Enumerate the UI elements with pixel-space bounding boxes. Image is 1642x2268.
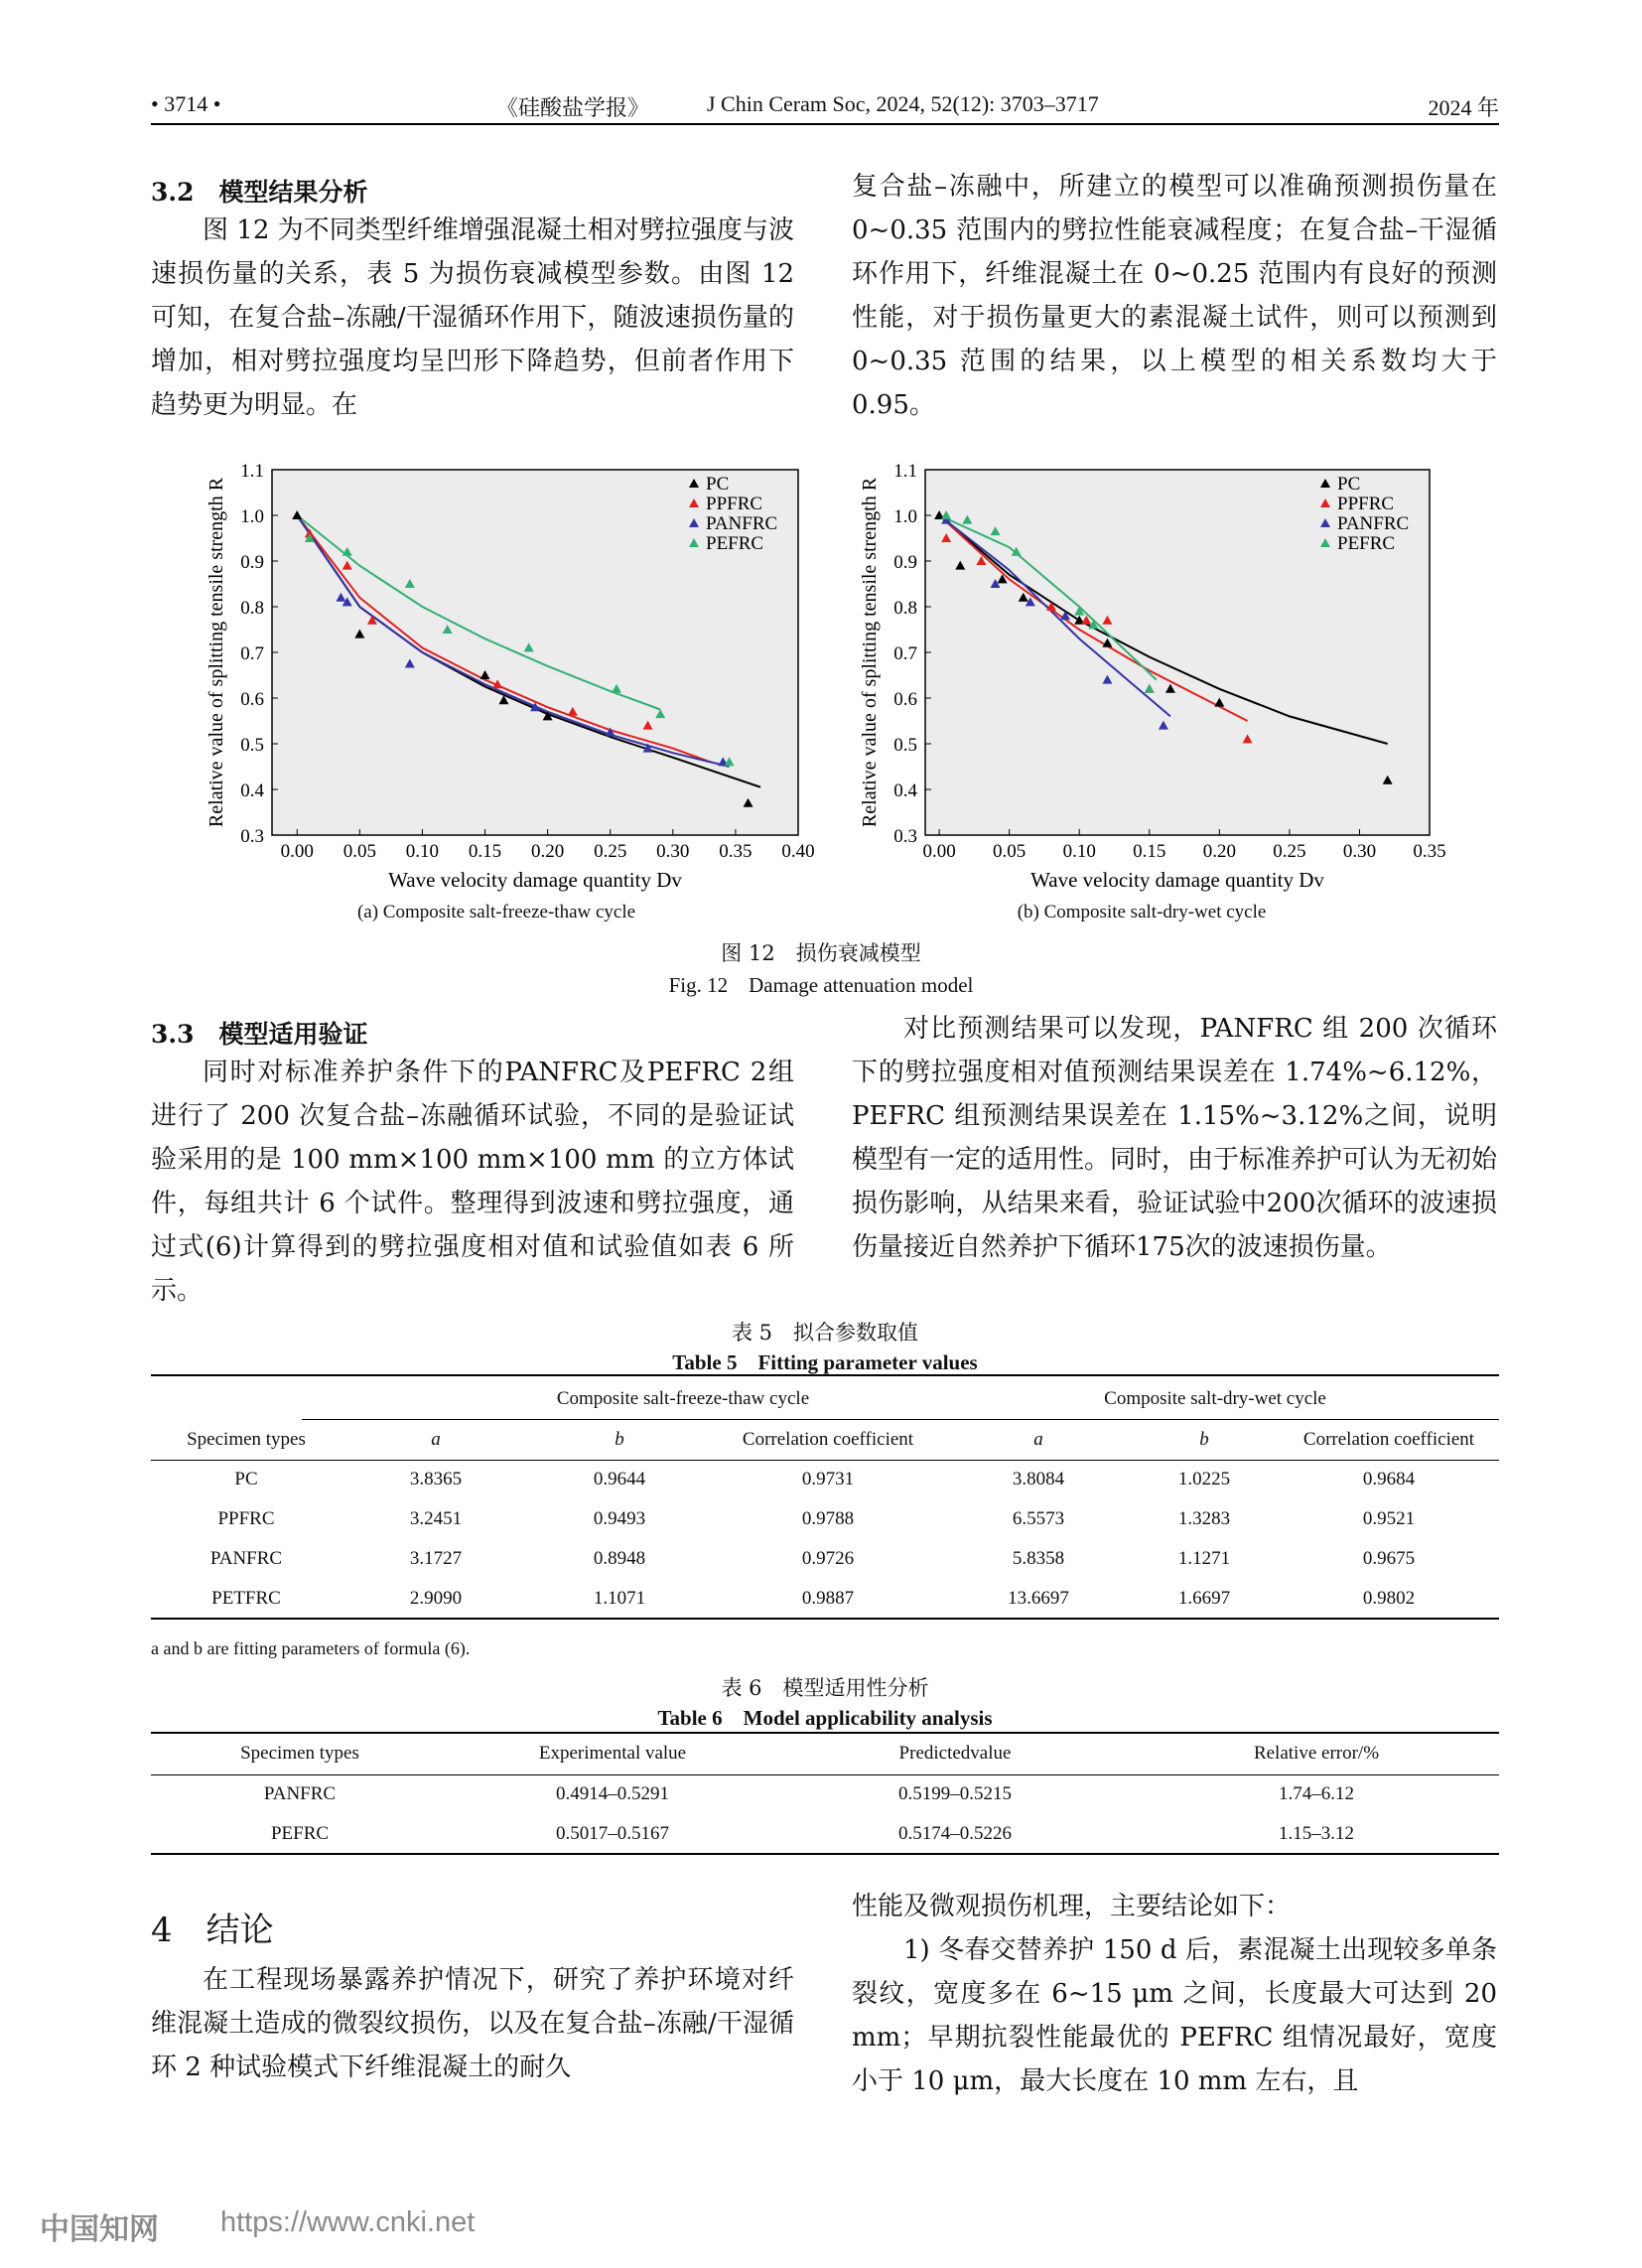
- section-3-2-paragraph-right: 复合盐–冻融中，所建立的模型可以准确预测损伤量在 0~0.35 范围内的劈拉性能衰减程度；在复合盐–干湿循环作用下，纤维混凝土在 0~0.25 范围内有良好的预测性能，对于损伤量更大的素混凝土试件，则可以预测到 0~0.35 范围的结果，以上模型的相关系数均大于 0.95。: [852, 172, 1497, 420]
- legend-label-pc: PC: [1337, 474, 1361, 495]
- table-cell: 3.1727: [409, 1548, 463, 1569]
- cnki-url[interactable]: https://www.cnki.net: [220, 2206, 476, 2238]
- table-cell: 0.9788: [801, 1508, 855, 1529]
- y-tick-label: 0.3: [240, 826, 264, 847]
- legend-label-panfrc: PANFRC: [1337, 513, 1410, 534]
- table-cell: 1.1071: [593, 1587, 646, 1609]
- y-tick-label: 0.6: [893, 689, 917, 710]
- table-6-header-experimental: Experimental value: [538, 1743, 687, 1765]
- table-cell: PETFRC: [211, 1587, 281, 1609]
- table-6-header-row: [151, 1733, 1499, 1774]
- section-3-2-right-text: [852, 165, 1497, 427]
- journal-name-cn: 《硅酸盐学报》: [496, 95, 650, 120]
- table-row: [151, 1774, 1499, 1814]
- table-cell: 0.9726: [801, 1548, 855, 1569]
- x-tick-label: 0.05: [993, 841, 1026, 862]
- table-cell: 5.8358: [1012, 1548, 1065, 1569]
- table-6-header-predicted: Predictedvalue: [898, 1743, 1012, 1765]
- y-tick-label: 0.4: [893, 780, 917, 801]
- table-5-header-b2: b: [1199, 1428, 1209, 1450]
- table-row: [151, 1499, 1499, 1539]
- x-tick-label: 0.00: [922, 841, 956, 862]
- y-tick-label: 0.3: [893, 826, 917, 847]
- x-tick-label: 0.35: [719, 841, 753, 862]
- table-6: [151, 1732, 1499, 1855]
- x-tick-label: 0.15: [1133, 841, 1166, 862]
- y-tick-label: 0.8: [893, 598, 917, 619]
- x-tick-label: 0.30: [656, 841, 690, 862]
- table-6-caption-cn: 表 6 模型适用性分析: [721, 1676, 929, 1700]
- page-number: • 3714 •: [151, 91, 221, 116]
- table-cell: 0.5199–0.5215: [898, 1783, 1012, 1805]
- figure-12b: [848, 452, 1446, 892]
- table-6-header-specimen: Specimen types: [240, 1743, 359, 1765]
- figure-12a: [195, 452, 815, 892]
- y-axis-label: Relative value of splitting tensile strength R: [205, 477, 227, 828]
- table-cell: 2.9090: [409, 1587, 463, 1609]
- table-6-grid: [151, 1732, 1499, 1855]
- figure-12a-caption: (a) Composite salt-freeze-thaw cycle: [356, 902, 636, 922]
- table-cell: 0.9684: [1362, 1469, 1416, 1490]
- y-tick-label: 0.6: [240, 689, 264, 710]
- table-5-header-corr1: Correlation coefficient: [742, 1428, 914, 1450]
- x-tick-label: 0.10: [1062, 841, 1096, 862]
- table-5-group-dry-wet-label: Composite salt-dry-wet cycle: [1104, 1388, 1326, 1409]
- legend-label-ppfrc: PPFRC: [1337, 494, 1395, 514]
- y-tick-label: 1.0: [240, 506, 264, 527]
- x-tick-label: 0.10: [405, 841, 440, 862]
- table-cell: 0.9675: [1362, 1548, 1416, 1569]
- table-row: [151, 1579, 1499, 1619]
- x-tick-label: 0.40: [781, 841, 815, 862]
- section-3-3-title: 3.3 模型适用验证: [151, 1020, 368, 1049]
- table-6-caption-en: Table 6 Model applicability analysis: [657, 1706, 993, 1730]
- y-axis-label: Relative value of splitting tensile strength R: [859, 477, 881, 828]
- section-3-2-title: 3.2 模型结果分析: [151, 178, 368, 207]
- y-tick-label: 0.7: [893, 643, 917, 664]
- table-5-header-corr2: Correlation coefficient: [1302, 1428, 1475, 1450]
- table-cell: PANFRC: [263, 1783, 337, 1805]
- x-tick-label: 0.15: [468, 841, 502, 862]
- table-cell: 1.3283: [1177, 1508, 1231, 1529]
- chart-dry-wet: [848, 452, 1446, 892]
- table-cell: 1.6697: [1177, 1587, 1231, 1609]
- x-tick-label: 0.25: [1273, 841, 1306, 862]
- table-6-header-error: Relative error/%: [1253, 1743, 1380, 1765]
- table-cell: 0.8948: [593, 1548, 646, 1569]
- table-row: [151, 1814, 1499, 1854]
- table-cell: 0.9887: [801, 1587, 855, 1609]
- table-cell: 13.6697: [1008, 1587, 1069, 1609]
- table-cell: 0.5174–0.5226: [898, 1822, 1012, 1844]
- table-5-grid: [151, 1420, 1499, 1620]
- table-cell: 1.74–6.12: [1279, 1783, 1354, 1805]
- table-cell: 0.4914–0.5291: [556, 1783, 669, 1805]
- legend-label-pefrc: PEFRC: [1337, 533, 1396, 554]
- x-tick-label: 0.05: [342, 841, 376, 862]
- table-cell: 0.9644: [593, 1469, 646, 1490]
- table-cell: 6.5573: [1012, 1508, 1065, 1529]
- cnki-logo: 中国知网: [40, 2213, 159, 2246]
- y-tick-label: 0.9: [240, 552, 264, 573]
- section-4-left-text: [151, 1958, 794, 2089]
- table-5-header-specimen: Specimen types: [187, 1428, 306, 1450]
- table-cell: 3.8365: [409, 1469, 463, 1490]
- y-tick-label: 0.4: [240, 780, 264, 801]
- table-5-header-a2: a: [1033, 1428, 1043, 1450]
- table-5-header-a1: a: [431, 1428, 441, 1450]
- section-4-title: 4 结论: [151, 1911, 274, 1950]
- table-5-group-rule-2: [931, 1419, 1499, 1420]
- table-row: [151, 1460, 1499, 1499]
- x-axis-label: Wave velocity damage quantity Dv: [1030, 868, 1324, 892]
- journal-citation: J Chin Ceram Soc, 2024, 52(12): 3703–3717: [707, 91, 1099, 116]
- section-3-2-paragraph-left: 图 12 为不同类型纤维增强混凝土相对劈拉强度与波速损伤量的关系，表 5 为损伤衰减模型参数。由图 12 可知，在复合盐–冻融/干湿循环作用下，随波速损伤量的增加，相对劈拉强度均呈凹形下降趋势，但前者作用下趋势更为明显。在: [151, 215, 794, 420]
- table-5-header-row: [151, 1420, 1499, 1460]
- table-5: [151, 1374, 1499, 1620]
- x-tick-label: 0.20: [1202, 841, 1236, 862]
- table-cell: 0.9493: [593, 1508, 646, 1529]
- table-cell: PPFRC: [217, 1508, 275, 1529]
- y-tick-label: 0.9: [893, 552, 917, 573]
- y-tick-label: 0.7: [240, 643, 264, 664]
- y-tick-label: 0.5: [893, 735, 917, 756]
- section-4-right-text: [852, 1885, 1497, 2103]
- chart-freeze-thaw: [195, 452, 815, 892]
- x-tick-label: 0.00: [280, 841, 314, 862]
- y-tick-label: 1.1: [893, 461, 917, 482]
- x-tick-label: 0.30: [1342, 841, 1377, 862]
- legend-label-ppfrc: PPFRC: [706, 494, 763, 514]
- x-tick-label: 0.25: [594, 841, 627, 862]
- table-cell: PC: [234, 1469, 258, 1490]
- table-cell: 0.9731: [801, 1469, 855, 1490]
- header-year: 2024 年: [1428, 95, 1499, 120]
- legend-label-panfrc: PANFRC: [706, 513, 778, 534]
- x-tick-label: 0.20: [530, 841, 565, 862]
- header-rule: [151, 123, 1499, 125]
- section-3-3-paragraph-left: 同时对标准养护条件下的PANFRC及PEFRC 2组进行了 200 次复合盐–冻融循环试验，不同的是验证试验采用的是 100 mm×100 mm×100 mm 的立方体试件，每组共计 6 个试件。整理得到波速和劈拉强度，通过式(6)计算得到的劈拉强度相对值和试验值如表 6 所示。: [151, 1058, 794, 1306]
- x-axis-label: Wave velocity damage quantity Dv: [388, 868, 682, 892]
- table-cell: PANFRC: [209, 1548, 283, 1569]
- table-cell: 0.9521: [1362, 1508, 1416, 1529]
- section-3-2-left-text: [151, 209, 794, 427]
- y-tick-label: 0.5: [240, 735, 264, 756]
- table-5-caption-en: Table 5 Fitting parameter values: [672, 1350, 978, 1374]
- x-tick-label: 0.35: [1413, 841, 1446, 862]
- table-cell: 3.8084: [1012, 1469, 1065, 1490]
- table-cell: 1.0225: [1177, 1469, 1231, 1490]
- table-5-caption-cn: 表 5 拟合参数取值: [731, 1321, 919, 1345]
- figure-12b-caption: (b) Composite salt-dry-wet cycle: [1017, 902, 1267, 922]
- section-3-3-paragraph-right: 对比预测结果可以发现，PANFRC 组 200 次循环下的劈拉强度相对值预测结果误差在 1.74%~6.12%，PEFRC 组预测结果误差在 1.15%~3.12%之间，说明模型有一定的适用性。同时，由于标准养护可认为无初始损伤影响，从结果来看，验证试验中200次循环的波速损伤量接近自然养护下循环175次的波速损伤量。: [852, 1014, 1498, 1262]
- legend-label-pc: PC: [706, 474, 730, 495]
- table-cell: 1.1271: [1177, 1548, 1231, 1569]
- table-cell: 0.5017–0.5167: [556, 1822, 669, 1844]
- table-5-header-b1: b: [615, 1428, 624, 1450]
- table-cell: 3.2451: [409, 1508, 463, 1529]
- y-tick-label: 1.0: [893, 506, 917, 527]
- table-cell: PEFRC: [270, 1822, 330, 1844]
- table-row: [151, 1539, 1499, 1579]
- table-5-note: a and b are fitting parameters of formula (6).: [151, 1638, 471, 1658]
- section-4-paragraph-right-2: 1) 冬春交替养护 150 d 后，素混凝土出现较多单条裂纹，宽度多在 6~15 μm 之间，长度最大可达到 20 mm；早期抗裂性能最优的 PEFRC 组情况最好，宽度小于 10 μm，最大长度在 10 mm 左右，且: [852, 1935, 1497, 2096]
- section-4-paragraph-right-1: 性能及微观损伤机理，主要结论如下：: [852, 1892, 1292, 1921]
- table-cell: 0.9802: [1362, 1587, 1416, 1609]
- table-cell: 1.15–3.12: [1279, 1822, 1354, 1844]
- figure-12-caption-en: Fig. 12 Damage attenuation model: [668, 973, 974, 997]
- y-tick-label: 1.1: [240, 461, 264, 482]
- figure-12-caption-cn: 图 12 损伤衰减模型: [721, 941, 921, 965]
- legend-label-pefrc: PEFRC: [706, 533, 764, 554]
- table-5-group-dry-wet: [931, 1388, 1499, 1410]
- section-4-paragraph-left: 在工程现场暴露养护情况下，研究了养护环境对纤维混凝土造成的微裂纹损伤，以及在复合盐–冻融/干湿循环 2 种试验模式下纤维混凝土的耐久: [151, 1965, 794, 2082]
- section-3-3-left-text: [151, 1051, 794, 1313]
- y-tick-label: 0.8: [240, 598, 264, 619]
- section-3-3-right-text: [852, 1007, 1497, 1269]
- table-5-group-freeze-thaw-label: Composite salt-freeze-thaw cycle: [556, 1388, 810, 1409]
